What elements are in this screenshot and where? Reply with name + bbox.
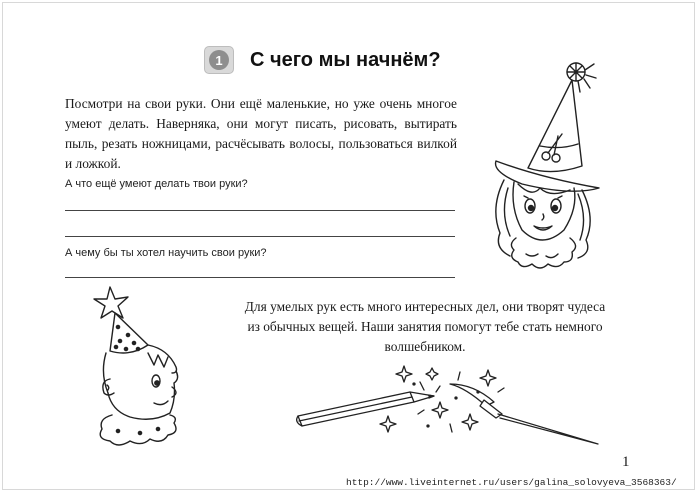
chapter-heading [204,44,441,76]
answer-line-2[interactable] [65,236,455,237]
question-2: А чему бы ты хотел научить свои руки? [65,247,267,259]
chapter-number: 1 [209,50,229,70]
chapter-title: С чего мы начнём? [250,48,441,71]
chapter-badge [204,46,234,74]
watermark-url[interactable]: http://www.liveinternet.ru/users/galina_solovyeva_3568363/ [346,477,677,488]
outro-paragraph: Для умелых рук есть много интересных дел, они творят чудеса из обычных вещей. Наши занятия помогут тебе стать немного волшебником. [244,299,606,354]
boy-with-party-hat-icon [88,283,200,448]
answer-line-1[interactable] [65,210,455,211]
page-number: 1 [622,454,630,470]
pencil-and-brush-with-sparkles-icon [290,362,610,454]
girl-with-witch-hat-icon [482,58,607,273]
question-1: А что ещё умеют делать твои руки? [65,178,248,190]
answer-line-3[interactable] [65,277,455,278]
intro-paragraph: Посмотри на свои руки. Они ещё маленькие, но уже очень многое умеют делать. Наверняка, они могут писать, рисовать, вытирать пыль, резать ножницами, расчёсывать волосы, пользоваться вилкой и ложкой. [65,96,457,171]
